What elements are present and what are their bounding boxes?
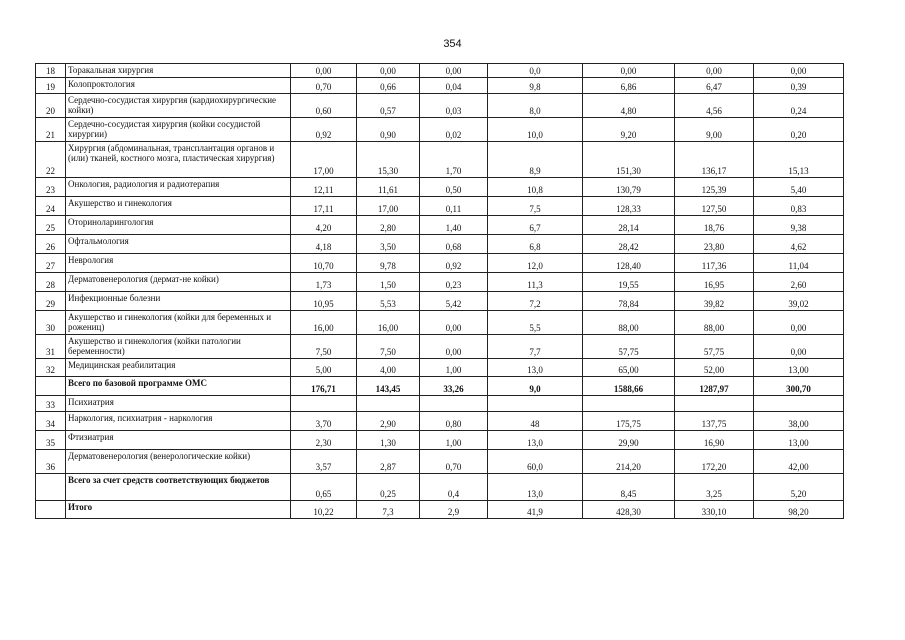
value-cell: 1,50 xyxy=(357,273,420,292)
value-cell: 128,40 xyxy=(583,254,675,273)
row-number: 27 xyxy=(36,254,66,273)
value-cell: 0,25 xyxy=(357,474,420,501)
value-cell: 48 xyxy=(488,412,583,431)
value-cell: 29,90 xyxy=(583,431,675,450)
value-cell: 13,0 xyxy=(488,431,583,450)
value-cell: 5,20 xyxy=(754,474,844,501)
value-cell: 0,00 xyxy=(754,64,844,78)
table-row xyxy=(36,197,844,216)
value-cell: 39,02 xyxy=(754,292,844,311)
value-cell: 7,7 xyxy=(488,335,583,359)
row-number: 26 xyxy=(36,235,66,254)
page-number: 354 xyxy=(443,38,462,50)
value-cell: 4,80 xyxy=(583,94,675,118)
table-row xyxy=(36,94,844,118)
value-cell: 0,00 xyxy=(420,64,488,78)
profile-name: Всего за счет средств соответствующих бюджетов xyxy=(66,474,291,501)
value-cell xyxy=(488,396,583,412)
value-cell: 0,03 xyxy=(420,94,488,118)
value-cell: 13,0 xyxy=(488,474,583,501)
value-cell xyxy=(754,396,844,412)
value-cell: 52,00 xyxy=(675,359,754,377)
value-cell: 1,30 xyxy=(357,431,420,450)
table-row xyxy=(36,412,844,431)
value-cell xyxy=(291,396,357,412)
value-cell: 0,68 xyxy=(420,235,488,254)
profile-name: Дерматовенерология (венерологические койки) xyxy=(66,450,291,474)
row-number: 20 xyxy=(36,94,66,118)
value-cell: 9,38 xyxy=(754,216,844,235)
profile-name: Хирургия (абдоминальная, трансплантация органов и (или) тканей, костного мозга, пластическая хирургия) xyxy=(66,142,291,178)
value-cell: 0,92 xyxy=(291,118,357,142)
value-cell: 9,00 xyxy=(675,118,754,142)
value-cell: 4,62 xyxy=(754,235,844,254)
table-row xyxy=(36,501,844,519)
row-number xyxy=(36,377,66,396)
value-cell: 38,00 xyxy=(754,412,844,431)
table-row xyxy=(36,377,844,396)
value-cell: 175,75 xyxy=(583,412,675,431)
value-cell: 2,9 xyxy=(420,501,488,519)
value-cell: 8,0 xyxy=(488,94,583,118)
value-cell: 1,73 xyxy=(291,273,357,292)
row-number: 21 xyxy=(36,118,66,142)
profile-name: Колопроктология xyxy=(66,78,291,94)
value-cell: 136,17 xyxy=(675,142,754,178)
value-cell: 2,90 xyxy=(357,412,420,431)
value-cell xyxy=(357,396,420,412)
value-cell: 10,95 xyxy=(291,292,357,311)
value-cell: 11,04 xyxy=(754,254,844,273)
value-cell: 0,70 xyxy=(420,450,488,474)
row-number: 31 xyxy=(36,335,66,359)
value-cell: 1588,66 xyxy=(583,377,675,396)
value-cell: 143,45 xyxy=(357,377,420,396)
value-cell: 0,50 xyxy=(420,178,488,197)
value-cell: 3,57 xyxy=(291,450,357,474)
value-cell: 6,7 xyxy=(488,216,583,235)
value-cell: 0,00 xyxy=(754,311,844,335)
table-row xyxy=(36,118,844,142)
value-cell: 0,00 xyxy=(420,311,488,335)
table-row xyxy=(36,254,844,273)
table-row xyxy=(36,64,844,78)
row-number: 23 xyxy=(36,178,66,197)
value-cell: 60,0 xyxy=(488,450,583,474)
value-cell: 4,20 xyxy=(291,216,357,235)
table-row xyxy=(36,178,844,197)
value-cell: 6,47 xyxy=(675,78,754,94)
row-number xyxy=(36,501,66,519)
row-number: 36 xyxy=(36,450,66,474)
value-cell: 0,00 xyxy=(583,64,675,78)
value-cell: 1,00 xyxy=(420,431,488,450)
value-cell: 98,20 xyxy=(754,501,844,519)
table-row xyxy=(36,335,844,359)
value-cell: 9,20 xyxy=(583,118,675,142)
profile-name: Неврология xyxy=(66,254,291,273)
table-row xyxy=(36,273,844,292)
value-cell: 13,00 xyxy=(754,359,844,377)
value-cell: 5,5 xyxy=(488,311,583,335)
profile-name: Онкология, радиология и радиотерапия xyxy=(66,178,291,197)
table-row xyxy=(36,216,844,235)
value-cell: 0,80 xyxy=(420,412,488,431)
row-number: 30 xyxy=(36,311,66,335)
value-cell: 0,65 xyxy=(291,474,357,501)
value-cell: 41,9 xyxy=(488,501,583,519)
profile-name: Фтизиатрия xyxy=(66,431,291,450)
value-cell: 10,8 xyxy=(488,178,583,197)
value-cell: 300,70 xyxy=(754,377,844,396)
row-number: 19 xyxy=(36,78,66,94)
value-cell: 7,5 xyxy=(488,197,583,216)
value-cell: 57,75 xyxy=(675,335,754,359)
profile-name: Итого xyxy=(66,501,291,519)
value-cell: 8,45 xyxy=(583,474,675,501)
value-cell: 137,75 xyxy=(675,412,754,431)
value-cell: 11,61 xyxy=(357,178,420,197)
value-cell: 428,30 xyxy=(583,501,675,519)
row-number: 24 xyxy=(36,197,66,216)
value-cell: 16,00 xyxy=(291,311,357,335)
value-cell: 5,53 xyxy=(357,292,420,311)
profile-name: Медицинская реабилитация xyxy=(66,359,291,377)
table-row xyxy=(36,396,844,412)
row-number: 29 xyxy=(36,292,66,311)
value-cell: 17,00 xyxy=(291,142,357,178)
value-cell: 172,20 xyxy=(675,450,754,474)
value-cell: 8,9 xyxy=(488,142,583,178)
value-cell: 2,80 xyxy=(357,216,420,235)
table-row xyxy=(36,292,844,311)
value-cell: 0,90 xyxy=(357,118,420,142)
value-cell: 9,78 xyxy=(357,254,420,273)
value-cell: 0,00 xyxy=(291,64,357,78)
value-cell: 0,11 xyxy=(420,197,488,216)
profile-name: Психиатрия xyxy=(66,396,291,412)
table-row xyxy=(36,359,844,377)
profile-name: Инфекционные болезни xyxy=(66,292,291,311)
value-cell: 0,0 xyxy=(488,64,583,78)
value-cell: 13,0 xyxy=(488,359,583,377)
value-cell: 5,00 xyxy=(291,359,357,377)
value-cell: 10,70 xyxy=(291,254,357,273)
profile-name: Акушерство и гинекология (койки патологии беременности) xyxy=(66,335,291,359)
value-cell: 0,70 xyxy=(291,78,357,94)
profile-name: Акушерство и гинекология xyxy=(66,197,291,216)
value-cell: 4,56 xyxy=(675,94,754,118)
profile-name: Офтальмология xyxy=(66,235,291,254)
value-cell: 0,00 xyxy=(357,64,420,78)
table-row xyxy=(36,431,844,450)
value-cell: 4,00 xyxy=(357,359,420,377)
value-cell: 1,40 xyxy=(420,216,488,235)
value-cell: 19,55 xyxy=(583,273,675,292)
value-cell: 5,42 xyxy=(420,292,488,311)
row-number: 34 xyxy=(36,412,66,431)
value-cell: 117,36 xyxy=(675,254,754,273)
value-cell: 128,33 xyxy=(583,197,675,216)
row-number xyxy=(36,474,66,501)
value-cell: 33,26 xyxy=(420,377,488,396)
value-cell: 42,00 xyxy=(754,450,844,474)
value-cell: 3,70 xyxy=(291,412,357,431)
table-row xyxy=(36,450,844,474)
value-cell: 1287,97 xyxy=(675,377,754,396)
value-cell: 130,79 xyxy=(583,178,675,197)
value-cell: 9,0 xyxy=(488,377,583,396)
value-cell: 12,0 xyxy=(488,254,583,273)
table-row xyxy=(36,474,844,501)
value-cell: 88,00 xyxy=(583,311,675,335)
value-cell: 176,71 xyxy=(291,377,357,396)
profile-name: Торакальная хирургия xyxy=(66,64,291,78)
value-cell: 214,20 xyxy=(583,450,675,474)
value-cell: 330,10 xyxy=(675,501,754,519)
table-row xyxy=(36,235,844,254)
row-number: 18 xyxy=(36,64,66,78)
value-cell: 151,30 xyxy=(583,142,675,178)
value-cell: 0,00 xyxy=(754,335,844,359)
profile-name: Сердечно-сосудистая хирургия (кардиохирургические койки) xyxy=(66,94,291,118)
value-cell: 7,3 xyxy=(357,501,420,519)
value-cell: 5,40 xyxy=(754,178,844,197)
value-cell: 0,02 xyxy=(420,118,488,142)
table-row xyxy=(36,78,844,94)
value-cell: 0,04 xyxy=(420,78,488,94)
value-cell: 57,75 xyxy=(583,335,675,359)
value-cell: 2,60 xyxy=(754,273,844,292)
value-cell: 11,3 xyxy=(488,273,583,292)
value-cell: 16,00 xyxy=(357,311,420,335)
value-cell: 13,00 xyxy=(754,431,844,450)
value-cell: 0,23 xyxy=(420,273,488,292)
profile-name: Дерматовенерология (дермат-не койки) xyxy=(66,273,291,292)
profile-name: Всего по базовой программе ОМС xyxy=(66,377,291,396)
value-cell: 1,70 xyxy=(420,142,488,178)
value-cell xyxy=(420,396,488,412)
table-row xyxy=(36,142,844,178)
value-cell: 18,76 xyxy=(675,216,754,235)
value-cell: 9,8 xyxy=(488,78,583,94)
value-cell: 15,13 xyxy=(754,142,844,178)
value-cell xyxy=(675,396,754,412)
value-cell: 7,50 xyxy=(357,335,420,359)
profile-name: Наркология, психиатрия - наркология xyxy=(66,412,291,431)
value-cell: 65,00 xyxy=(583,359,675,377)
value-cell: 2,87 xyxy=(357,450,420,474)
value-cell: 0,24 xyxy=(754,94,844,118)
value-cell: 4,18 xyxy=(291,235,357,254)
value-cell: 28,42 xyxy=(583,235,675,254)
value-cell: 2,30 xyxy=(291,431,357,450)
value-cell: 0,60 xyxy=(291,94,357,118)
value-cell: 17,00 xyxy=(357,197,420,216)
value-cell: 0,4 xyxy=(420,474,488,501)
value-cell: 39,82 xyxy=(675,292,754,311)
value-cell: 10,22 xyxy=(291,501,357,519)
value-cell: 0,20 xyxy=(754,118,844,142)
value-cell: 10,0 xyxy=(488,118,583,142)
row-number: 25 xyxy=(36,216,66,235)
value-cell: 0,00 xyxy=(675,64,754,78)
value-cell: 3,25 xyxy=(675,474,754,501)
beds-table xyxy=(35,63,844,519)
value-cell: 23,80 xyxy=(675,235,754,254)
profile-name: Сердечно-сосудистая хирургия (койки сосудистой хирургии) xyxy=(66,118,291,142)
value-cell: 0,57 xyxy=(357,94,420,118)
value-cell: 78,84 xyxy=(583,292,675,311)
value-cell: 12,11 xyxy=(291,178,357,197)
profile-name: Акушерство и гинекология (койки для беременных и рожениц) xyxy=(66,311,291,335)
value-cell: 16,95 xyxy=(675,273,754,292)
row-number: 28 xyxy=(36,273,66,292)
value-cell: 1,00 xyxy=(420,359,488,377)
value-cell: 0,92 xyxy=(420,254,488,273)
value-cell: 0,39 xyxy=(754,78,844,94)
value-cell: 88,00 xyxy=(675,311,754,335)
value-cell: 125,39 xyxy=(675,178,754,197)
value-cell: 0,83 xyxy=(754,197,844,216)
value-cell: 0,00 xyxy=(420,335,488,359)
row-number: 33 xyxy=(36,396,66,412)
value-cell: 28,14 xyxy=(583,216,675,235)
value-cell: 15,30 xyxy=(357,142,420,178)
value-cell: 3,50 xyxy=(357,235,420,254)
profile-name: Оториноларингология xyxy=(66,216,291,235)
value-cell: 7,2 xyxy=(488,292,583,311)
value-cell: 0,66 xyxy=(357,78,420,94)
value-cell: 7,50 xyxy=(291,335,357,359)
row-number: 35 xyxy=(36,431,66,450)
table-row xyxy=(36,311,844,335)
value-cell: 6,8 xyxy=(488,235,583,254)
value-cell xyxy=(583,396,675,412)
value-cell: 16,90 xyxy=(675,431,754,450)
value-cell: 127,50 xyxy=(675,197,754,216)
value-cell: 6,86 xyxy=(583,78,675,94)
value-cell: 17,11 xyxy=(291,197,357,216)
row-number: 32 xyxy=(36,359,66,377)
row-number: 22 xyxy=(36,142,66,178)
